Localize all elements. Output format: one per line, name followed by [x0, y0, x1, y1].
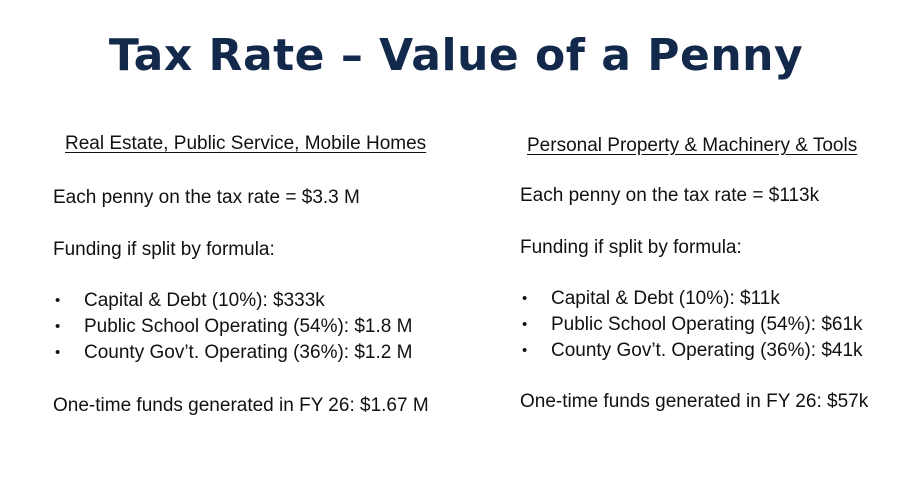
one-time-funds-line: One-time funds generated in FY 26: $1.67 M [53, 395, 429, 416]
list-item [53, 316, 412, 342]
bullet-text: Capital & Debt (10%): $11k [551, 288, 780, 309]
bullet-icon: • [55, 344, 61, 361]
list-item [53, 342, 412, 368]
real-estate-column [53, 0, 473, 485]
list-item [53, 290, 412, 316]
bullet-text: Public School Operating (54%): $1.8 M [84, 316, 413, 337]
bullet-text: County Gov’t. Operating (36%): $1.2 M [84, 342, 413, 363]
bullet-icon: • [55, 292, 61, 309]
list-item [520, 340, 863, 366]
one-time-funds-line: One-time funds generated in FY 26: $57k [520, 391, 869, 412]
funding-bullet-list [53, 290, 412, 368]
funding-split-label: Funding if split by formula: [53, 239, 275, 260]
column-heading: Real Estate, Public Service, Mobile Homes [65, 133, 427, 154]
bullet-icon: • [522, 316, 528, 333]
list-item [520, 314, 863, 340]
bullet-icon: • [522, 290, 528, 307]
penny-value-line: Each penny on the tax rate = $3.3 M [53, 187, 360, 208]
funding-bullet-list [520, 288, 863, 366]
bullet-icon: • [55, 318, 61, 335]
bullet-text: Capital & Debt (10%): $333k [84, 290, 325, 311]
bullet-text: Public School Operating (54%): $61k [551, 314, 863, 335]
list-item [520, 288, 863, 314]
page-title: Tax Rate – Value of a Penny [108, 30, 804, 81]
column-heading: Personal Property & Machinery & Tools [527, 135, 858, 156]
funding-split-label: Funding if split by formula: [520, 237, 742, 258]
penny-value-line: Each penny on the tax rate = $113k [520, 185, 820, 206]
bullet-icon: • [522, 342, 528, 359]
personal-property-column [520, 0, 915, 485]
bullet-text: County Gov’t. Operating (36%): $41k [551, 340, 863, 361]
